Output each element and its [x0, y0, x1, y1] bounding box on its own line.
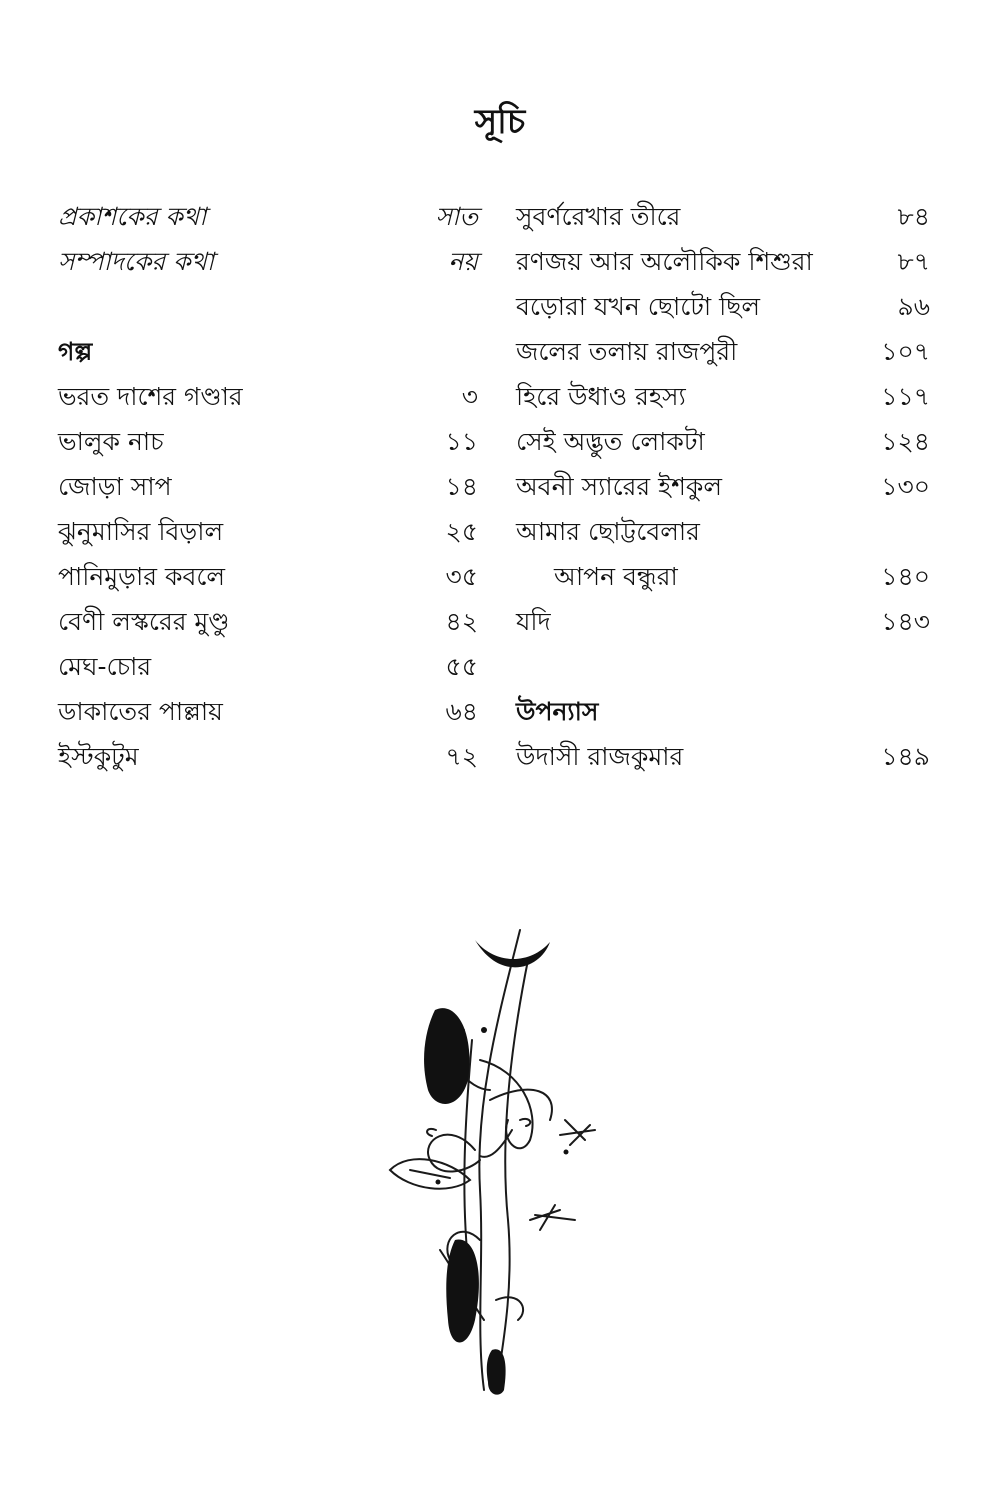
toc-entry[interactable] — [516, 374, 930, 419]
toc-entry-title: রণজয় আর অলৌকিক শিশুরা — [516, 247, 813, 276]
toc-entry-page: নয় — [448, 247, 478, 276]
toc-entry-page: ৭২ — [445, 742, 478, 771]
toc-entry-publisher-note[interactable] — [58, 194, 478, 239]
toc-entry[interactable] — [516, 284, 930, 329]
toc-left-column — [58, 194, 478, 779]
toc-entry[interactable] — [58, 464, 478, 509]
toc-entry-title: ঝুনুমাসির বিড়াল — [58, 517, 224, 546]
toc-entry-title: যদি — [516, 607, 551, 636]
toc-entry[interactable] — [58, 689, 478, 734]
toc-entry-title: সুবর্ণরেখার তীরে — [516, 202, 681, 231]
toc-entry[interactable] — [58, 509, 478, 554]
toc-right-column — [516, 194, 930, 779]
section-heading-stories: গল্প — [58, 337, 93, 366]
toc-entry-multiline-line2[interactable] — [516, 554, 930, 599]
toc-entry-page: ৫৫ — [445, 652, 478, 681]
toc-entry-title: হিরে উধাও রহস্য — [516, 382, 686, 411]
toc-entry-page: ১৪৩ — [881, 607, 930, 636]
toc-entry-page: ৬৪ — [445, 697, 478, 726]
toc-entry-title: জলের তলায় রাজপুরী — [516, 337, 738, 366]
toc-entry[interactable] — [58, 374, 478, 419]
toc-entry-page: ১১ — [445, 427, 478, 456]
toc-entry[interactable] — [58, 599, 478, 644]
toc-entry-page: ১৪০ — [881, 562, 930, 591]
toc-entry-title: ডাকাতের পাল্লায় — [58, 697, 223, 726]
toc-entry-page: ৮৭ — [897, 247, 930, 276]
toc-entry[interactable] — [516, 329, 930, 374]
page-title: সূচি — [474, 102, 526, 142]
toc-entry-page: ১০৭ — [881, 337, 930, 366]
toc-entry[interactable] — [58, 554, 478, 599]
toc-entry-title: প্রকাশকের কথা — [58, 202, 207, 231]
toc-entry-page: ৯৬ — [897, 292, 930, 321]
toc-entry-title: ভালুক নাচ — [58, 427, 164, 456]
toc-entry-title: উদাসী রাজকুমার — [516, 742, 684, 771]
toc-entry-page: ৪২ — [445, 607, 478, 636]
toc-entry-page: ২৫ — [445, 517, 478, 546]
toc-entry-title: মেঘ-চোর — [58, 652, 152, 681]
section-heading-novels: উপন্যাস — [516, 697, 599, 726]
toc-entry-title: বেণী লস্করের মুণ্ডু — [58, 607, 230, 636]
toc-entry-page: ৩৫ — [445, 562, 478, 591]
toc-entry[interactable] — [516, 599, 930, 644]
toc-entry-page: সাত — [435, 202, 478, 231]
toc-entry-title: অবনী স্যারের ইশকুল — [516, 472, 723, 501]
toc-entry-title: পানিমুড়ার কবলে — [58, 562, 226, 591]
toc-entry[interactable] — [516, 464, 930, 509]
toc-entry-page: ১৪৯ — [881, 742, 930, 771]
toc-entry-editor-note[interactable] — [58, 239, 478, 284]
toc-entry-title-continued: আপন বন্ধুরা — [554, 562, 678, 591]
toc-entry-page: ৮৪ — [897, 202, 930, 231]
toc-entry-title: জোড়া সাপ — [58, 472, 172, 501]
toc-entry-page: ১৪ — [445, 472, 478, 501]
toc-entry-page: ১৩০ — [881, 472, 930, 501]
toc-entry-title: আমার ছোট্টবেলার — [516, 517, 700, 546]
toc-entry[interactable] — [58, 419, 478, 464]
floral-ornament-icon — [380, 920, 620, 1400]
toc-entry-page: ১২৪ — [881, 427, 930, 456]
toc-entry[interactable] — [516, 194, 930, 239]
toc-entry-title: ইস্টকুটুম — [58, 742, 139, 771]
toc-entry-title: বড়োরা যখন ছোটো ছিল — [516, 292, 761, 321]
toc-entry-page: ৩ — [461, 382, 478, 411]
toc-entry-multiline-line1[interactable] — [516, 509, 930, 554]
toc-entry[interactable] — [516, 419, 930, 464]
toc-entry[interactable] — [516, 734, 930, 779]
toc-entry[interactable] — [58, 734, 478, 779]
toc-entry[interactable] — [58, 644, 478, 689]
toc-entry-page: ১১৭ — [881, 382, 930, 411]
toc-entry-title: সেই অদ্ভুত লোকটা — [516, 427, 705, 456]
toc-entry[interactable] — [516, 239, 930, 284]
toc-entry-title: সম্পাদকের কথা — [58, 247, 215, 276]
toc-entry-title: ভরত দাশের গণ্ডার — [58, 382, 243, 411]
